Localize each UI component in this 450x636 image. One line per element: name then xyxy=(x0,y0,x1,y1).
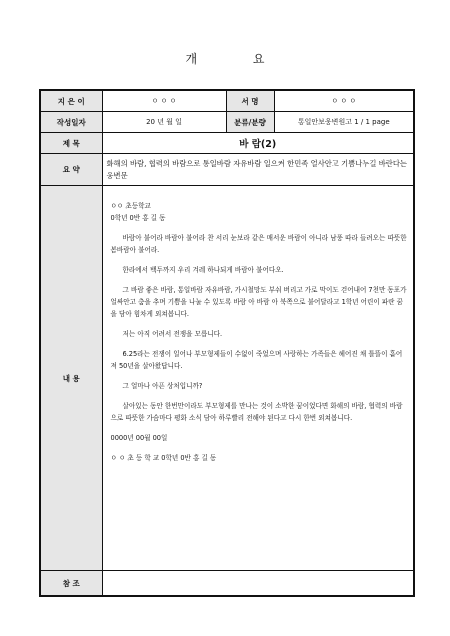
signature-label: 서 명 xyxy=(226,90,274,112)
summary-value: 화해의 바람, 협력의 바람으로 통일바람 자유바람 일으켜 한민족 얼사안고 기쁨나누길 바란다는 웅변문 xyxy=(102,154,414,186)
author-value: ㅇ ㅇ ㅇ xyxy=(102,90,226,112)
paragraph-2: 한라에서 백두까지 우리 겨레 하나되게 바람아 불어다오. xyxy=(122,266,284,274)
paragraph-4: 저는 아직 어려서 전쟁을 모릅니다. xyxy=(122,330,223,338)
reference-label: 참 조 xyxy=(40,571,102,597)
reference-value xyxy=(102,571,414,597)
speech-content xyxy=(102,186,414,571)
subject-value: 바 람(2) xyxy=(102,133,414,154)
content-label: 내 용 xyxy=(40,186,102,571)
paragraph-1: 바람아 불어라 바람아 불어라 찬 서리 눈보라 같은 매서운 바람이 아니라 남풍 따라 들려오는 따뜻한 봄바람아 불어라. xyxy=(110,234,407,254)
paragraph-6: 그 얼마나 아픈 상처입니까? xyxy=(122,382,203,390)
signature-line: ㅇ ㅇ 초 등 학 교 0학년 0반 홍 길 동 xyxy=(110,454,217,462)
paragraph-3: 그 바람 좋은 바람, 통일바람 자유바람, 가시철망도 부숴 버리고 가로 막이도 걷어내어 7천만 동포가 얼싸안고 춤을 추며 기쁨을 나눌 수 있도록 바람 아 바람 아 북쪽으로 불어달라고 1학년 어린이 파란 꿈을 담아 힘차게 외쳐봅니다. xyxy=(110,286,407,318)
page-title: 개 요 xyxy=(185,52,291,66)
date-value: 20 년 월 일 xyxy=(102,112,226,133)
date-label: 작성일자 xyxy=(40,112,102,133)
category-value: 통일안보웅변원고 1 / 1 page xyxy=(274,112,414,133)
school-line: ㅇㅇ 초등학교 xyxy=(110,202,151,210)
date-line: 0000년 00월 00일 xyxy=(110,434,168,442)
author-label: 지 은 이 xyxy=(40,90,102,112)
student-line: 0학년 0반 홍 길 동 xyxy=(110,214,166,222)
category-label: 분류/분량 xyxy=(226,112,274,133)
paragraph-5: 6.25라는 전쟁이 일어나 부모형제들이 수없이 죽었으며 사랑하는 가족들은 헤어진 채 틀뜰이 흩어져 50년을 살아왔답니다. xyxy=(110,350,403,370)
summary-label: 요 약 xyxy=(40,154,102,186)
speech-form-table xyxy=(39,89,415,597)
signature-value: ㅇ ㅇ ㅇ xyxy=(274,90,414,112)
subject-label: 제 목 xyxy=(40,133,102,154)
paragraph-7: 살아있는 동안 한번만이라도 부모형제를 만나는 것이 소박한 꿈이었다면 화해의 바람, 협력의 바람으로 따뜻한 가슴마다 평화 소식 담아 하루빨리 전해야 된다고 다시 한번 외쳐봅니다. xyxy=(110,402,403,422)
